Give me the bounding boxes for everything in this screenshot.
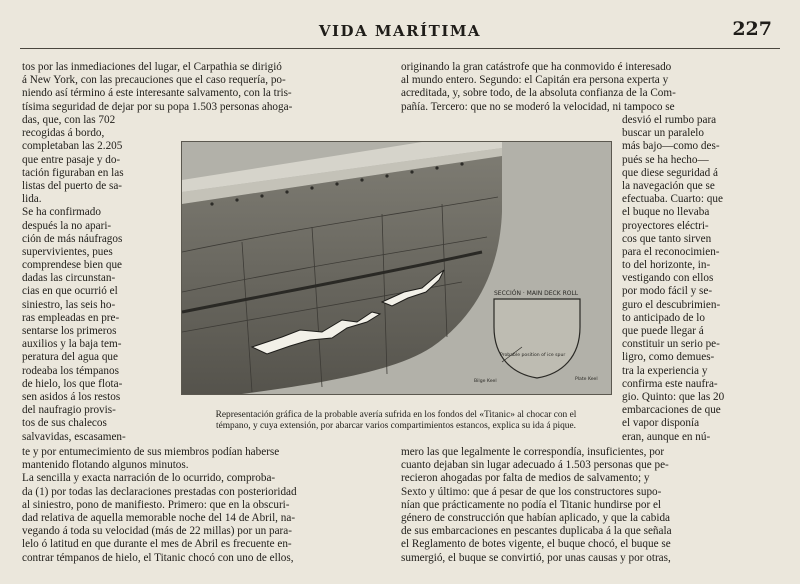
journal-title: VIDA MARÍTIMA: [318, 22, 482, 40]
page-header: [20, 18, 780, 44]
text-line: acreditada, y, sobre todo, de la absoluta confianza de la Com-: [401, 87, 676, 100]
text-line: siniestro, las seis ho-: [22, 298, 116, 311]
text-line: La sencilla y exacta narración de lo ocurrido, comproba-: [22, 472, 276, 485]
text-line: mantenido flotando algunos minutos.: [22, 459, 189, 472]
text-line: tos por las inmediaciones del lugar, el Carpathia se dirigió: [22, 61, 282, 73]
text-line: niendo así término á este interesante salvamento, con la tris-: [22, 87, 292, 100]
text-line: el buque no llevaba: [622, 206, 710, 219]
text-line: to del horizonte, in-: [622, 259, 711, 272]
inset-right-label: Plate Keel: [575, 377, 598, 382]
text-line: embarcaciones de que: [622, 404, 721, 417]
text-line: to anticipado de lo: [622, 311, 705, 324]
text-line: cias en que ocurrió el: [22, 285, 118, 298]
text-line: al mundo entero. Segundo: el Capitán era persona experta y: [401, 74, 669, 87]
text-line: para el reconocimien-: [622, 245, 720, 258]
text-line: das, que, con las 702: [22, 114, 116, 126]
text-line: originando la gran catástrofe que ha conmovido é interesado: [401, 61, 672, 73]
text-line: ras empleadas en pre-: [22, 311, 120, 324]
text-line: lelo ó latitud en que durante el mes de Abril es frecuente en-: [22, 538, 292, 551]
ship-hull-drawing: [182, 142, 611, 394]
right-column-top: [401, 61, 768, 114]
text-line: rodeaba los témpanos: [22, 364, 119, 377]
text-line: tra la experiencia y: [622, 364, 708, 377]
header-rule: [20, 48, 780, 49]
text-line: del naufragio provis-: [22, 404, 116, 417]
text-line: efectuaba. Cuarto: que: [622, 193, 723, 206]
text-line: recogidas á bordo,: [22, 127, 105, 140]
text-line: auxilios y la baja tem-: [22, 338, 122, 351]
text-line: que puede llegar á: [622, 325, 704, 337]
text-line: después la no apari-: [22, 219, 112, 232]
text-line: de hielo, los que flota-: [22, 377, 123, 390]
right-column-narrow: [622, 114, 768, 444]
text-line: peratura del agua que: [22, 351, 118, 364]
text-line: constituir un serio pe-: [622, 338, 720, 351]
left-column-bottom: [22, 446, 389, 565]
text-line: recieron ahogadas por falta de medios de salvamento; y: [401, 472, 650, 485]
inset-label: SECCIÓN · MAIN DECK ROLL: [494, 290, 579, 297]
text-line: buscar un paralelo: [622, 127, 705, 140]
text-line: que entre pasaje y do-: [22, 153, 121, 166]
text-line: mero las que legalmente le correspondía, insuficientes, por: [401, 446, 665, 458]
text-line: sumergió, el buque se convirtió, por unas causas y por otras,: [401, 551, 671, 564]
text-line: nían que prácticamente no podía el Titanic hundirse por el: [401, 498, 662, 511]
text-line: que diese seguridad á: [622, 166, 718, 179]
text-line: tísima seguridad de dejar por su popa 1.503 personas ahoga-: [22, 100, 293, 113]
text-line: la navegación que se: [622, 179, 715, 192]
text-line: proyectores eléctri-: [622, 219, 709, 232]
text-line: el Reglamento de botes vigente, el buque chocó, el buque se: [401, 538, 671, 551]
text-line: guro el descubrimien-: [622, 298, 721, 311]
text-line: supervivientes, pues: [22, 245, 113, 258]
text-line: ción de más náufragos: [22, 232, 123, 245]
text-line: sentarse los primeros: [22, 325, 117, 337]
text-line: Sexto y último: que á pesar de que los constructores supo-: [401, 485, 662, 498]
text-line: contrar témpanos de hielo, el Titanic chocó con uno de ellos,: [22, 551, 294, 564]
text-line: salvavidas, escasamen-: [22, 430, 126, 443]
text-line: Se ha confirmado: [22, 206, 101, 219]
text-line: lida.: [22, 193, 42, 206]
inset-note: Probable position of ice spur: [500, 353, 566, 358]
text-line: al siniestro, pono de manifiesto. Primero: que en la obscuri-: [22, 498, 290, 511]
caption-line: Representación gráfica de la probable avería sufrida en los fondos del «Titanic» al chocar con el: [215, 410, 577, 420]
text-line: pués se ha hecho—: [622, 153, 709, 166]
inset-left-label: Bilge Keel: [474, 379, 497, 384]
text-line: el vapor disponía: [622, 417, 700, 430]
text-line: listas del puerto de sa-: [22, 179, 123, 192]
text-line: cuanto dejaban sin lugar adecuado á 1.503 personas que pe-: [401, 459, 669, 472]
text-line: confirma este naufra-: [622, 377, 718, 390]
text-line: más bajo—como des-: [622, 140, 720, 153]
text-line: pañía. Tercero: que no se moderó la velocidad, ni tampoco se: [401, 100, 675, 113]
text-line: género de construcción que habían aplicado, y que la cabida: [401, 511, 671, 524]
text-line: ligro, como demues-: [622, 351, 715, 364]
text-line: dadas las circunstan-: [22, 272, 116, 285]
text-line: vestigando con ellos: [622, 272, 714, 285]
text-line: á New York, con las precauciones que el caso requería, po-: [22, 74, 286, 87]
text-line: te y por entumecimiento de sus miembros podían haberse: [22, 446, 280, 458]
text-line: dad relativa de aquella memorable noche del 14 de Abril, na-: [22, 511, 296, 524]
text-line: cos que tanto sirven: [622, 232, 712, 245]
caption-line: témpano, y cuya extensión, por abarcar varios compartimientos estancos, explica su ida á pique.: [215, 421, 577, 432]
text-line: completaban las 2.205: [22, 140, 123, 153]
text-line: desvió el rumbo para: [622, 114, 717, 126]
left-column-top: [22, 61, 389, 114]
text-line: de sus embarcaciones en pescantes duplicaba á la que señala: [401, 525, 672, 538]
text-line: da (1) por todas las declaraciones prestadas con posterioridad: [22, 485, 297, 498]
text-line: eran, aunque en nú-: [622, 430, 711, 443]
page-number: 227: [732, 18, 772, 40]
text-line: gio. Quinto: que las 20: [622, 390, 725, 403]
text-line: comprendese bien que: [22, 259, 123, 272]
figure-caption: [175, 410, 617, 433]
left-column-narrow: [22, 114, 170, 444]
text-line: por modo fácil y se-: [622, 285, 713, 298]
text-line: vegando á toda su velocidad (más de 22 millas) por un para-: [22, 525, 292, 538]
right-column-bottom: [401, 446, 768, 565]
text-line: tos de sus chalecos: [22, 417, 107, 430]
titanic-damage-illustration: [181, 141, 612, 395]
text-line: sen asidos á los restos: [22, 390, 121, 403]
text-line: tación figuraban en las: [22, 166, 124, 179]
